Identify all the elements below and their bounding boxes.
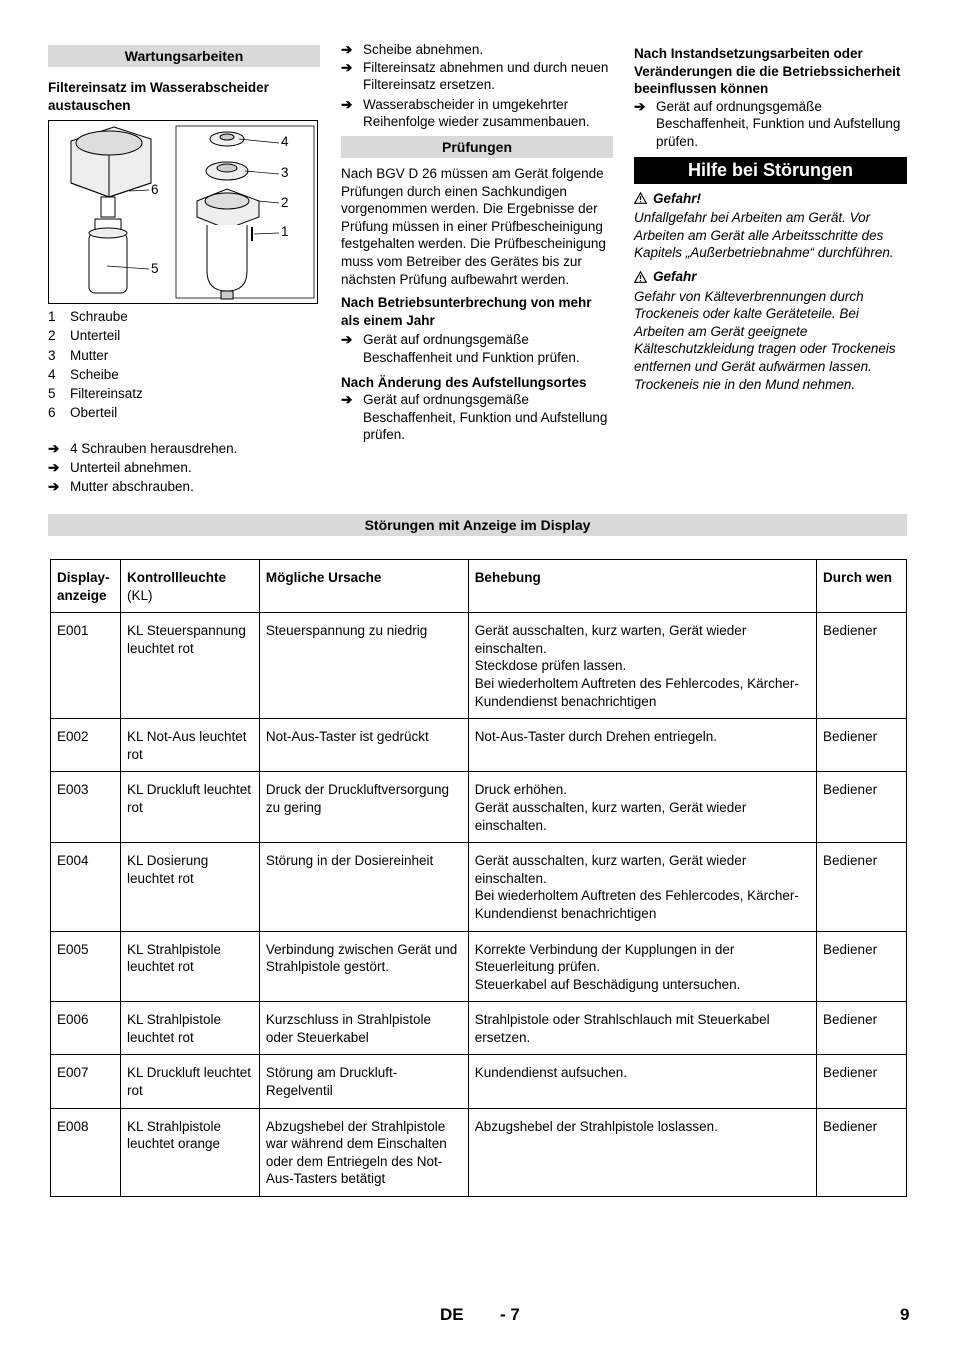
filter-figure [48, 120, 318, 304]
figure-label-2: 2 [281, 195, 289, 211]
left-steps [48, 440, 320, 497]
legend-item: 2 Unterteil [48, 328, 121, 344]
cell-durch-wen: Bediener [817, 1055, 907, 1108]
warning-text-2: Gefahr von Kälteverbrennungen durch Trockeneis oder kalte Geräteteile. Bei Arbeiten am Gerät geeignete Kälteschutzkleidung tragen oder Trockeneis entfernen und Gerät aufwärmen lassen. [634, 288, 896, 374]
water-separator-illustration [49, 121, 317, 303]
cell-ursache: Steuerspannung zu niedrig [259, 613, 468, 719]
warning-title-1: Gefahr! [634, 190, 907, 208]
cell-behebung [468, 772, 816, 843]
remedy-line: Abzugshebel der Strahlpistole loslassen. [474, 1118, 718, 1134]
cell-display-code: E001 [51, 613, 121, 719]
remedy-line: Not-Aus-Taster durch Drehen entriegeln. [474, 729, 718, 745]
cell-ursache: Abzugshebel der Strahlpistole war während dem Einschalten oder dem Entriegeln des Not-Aus-Tasters betätigt [259, 1108, 468, 1196]
fault-table [50, 559, 907, 1197]
cell-display-code: E007 [51, 1055, 121, 1108]
figure-label-5: 5 [151, 261, 159, 277]
cell-behebung [468, 1055, 816, 1108]
table-row [51, 613, 907, 719]
cell-kontrollleuchte: KL Not-Aus leuchtet rot [120, 719, 259, 772]
subheading-betriebsunterbrechung: Nach Betriebsunterbrechung von mehr als einem Jahr [341, 295, 592, 328]
remedy-line: Gerät ausschalten, kurz warten, Gerät wieder einschalten. [474, 623, 747, 656]
cell-display-code: E004 [51, 843, 121, 931]
cell-kontrollleuchte: KL Druckluft leuchtet rot [120, 772, 259, 843]
cell-display-code: E003 [51, 772, 121, 843]
cell-ursache: Not-Aus-Taster ist gedrückt [259, 719, 468, 772]
table-row [51, 1055, 907, 1108]
remedy-line: Steckdose prüfen lassen. [474, 658, 627, 674]
col-header-kontrollleuchte: Kontrollleuchte (KL) [120, 560, 259, 613]
figure-legend [48, 307, 320, 422]
cell-durch-wen: Bediener [817, 843, 907, 931]
table-row [51, 772, 907, 843]
col-header-durch-wen: Durch wen [817, 560, 907, 613]
section-heading-wartungsarbeiten: Wartungsarbeiten [48, 45, 320, 67]
col-header-behebung: Behebung [468, 560, 816, 613]
col-header-display: Display-anzeige [51, 560, 121, 613]
cell-kontrollleuchte: KL Strahlpistole leuchtet rot [120, 1002, 259, 1055]
remedy-line: Druck erhöhen. [474, 782, 567, 798]
arrow-right-icon: ➔ [634, 98, 646, 114]
subheading-instandsetzung: Nach Instandsetzungsarbeiten oder Veränderungen die die Betriebssicherheit beeinflussen können [634, 46, 901, 97]
step-item: ➔ Mutter abschrauben. [48, 479, 194, 495]
pruefungen-paragraph: Nach BGV D 26 müssen am Gerät folgende Prüfungen durch einen Sachkundigen vorgenommen werden. Die Ergebnisse der Prüfung müssen in einer Prüfbescheinigung festgehalten werden. Die Prüfbescheinigung muss vom Betreiber des Gerätes bis zur nächsten Prüfung aufbewahrt werden. [341, 165, 606, 287]
cell-ursache: Störung am Druckluft-Regelventil [259, 1055, 468, 1108]
cell-durch-wen: Bediener [817, 613, 907, 719]
footer-language: DE [440, 1305, 464, 1324]
legend-item: 5 Filtereinsatz [48, 385, 143, 401]
subheading-filtereinsatz: Filtereinsatz im Wasserabscheider austauschen [48, 80, 269, 113]
right-column [634, 45, 907, 393]
warning-text-2b: Trockeneis nie in den Mund nehmen. [634, 376, 856, 392]
cell-behebung [468, 931, 816, 1002]
cell-display-code: E006 [51, 1002, 121, 1055]
arrow-right-icon: ➔ [341, 96, 353, 112]
cell-display-code: E002 [51, 719, 121, 772]
legend-item: 6 Oberteil [48, 405, 118, 421]
cell-durch-wen: Bediener [817, 772, 907, 843]
arrow-right-icon: ➔ [341, 392, 353, 408]
remedy-line: Kundendienst aufsuchen. [474, 1065, 628, 1081]
cell-behebung [468, 719, 816, 772]
section-heading-stoerungen-display: Störungen mit Anzeige im Display [48, 514, 907, 536]
step-item: ➔ Gerät auf ordnungsgemäße Beschaffenheit, Funktion und Aufstellung prüfen. [341, 392, 608, 443]
table-row [51, 1002, 907, 1055]
step-item: ➔ 4 Schrauben herausdrehen. [48, 441, 238, 457]
figure-label-1: 1 [281, 224, 289, 240]
arrow-right-icon: ➔ [48, 441, 60, 457]
legend-item: 1 Schraube [48, 309, 128, 325]
arrow-right-icon: ➔ [341, 59, 353, 75]
table-section [48, 514, 907, 1197]
section-heading-pruefungen: Prüfungen [341, 136, 613, 158]
cell-durch-wen: Bediener [817, 719, 907, 772]
arrow-right-icon: ➔ [48, 479, 60, 495]
arrow-right-icon: ➔ [48, 460, 60, 476]
cell-durch-wen: Bediener [817, 1002, 907, 1055]
remedy-line: Korrekte Verbindung der Kupplungen in der Steuerleitung prüfen. [474, 941, 735, 975]
cell-behebung [468, 1108, 816, 1196]
cell-kontrollleuchte: KL Steuerspannung leuchtet rot [120, 613, 259, 719]
warning-text-1: Unfallgefahr bei Arbeiten am Gerät. Vor Arbeiten am Gerät alle Arbeitsschritte des Kapitels „Außerbetriebnahme“ durchführen. [634, 210, 894, 261]
cell-behebung [468, 843, 816, 931]
step-item: ➔ Gerät auf ordnungsgemäße Beschaffenheit, Funktion und Aufstellung prüfen. [634, 98, 901, 149]
warning-triangle-icon [634, 192, 647, 204]
figure-label-4: 4 [281, 134, 289, 150]
cell-behebung [468, 1002, 816, 1055]
remedy-line: Gerät ausschalten, kurz warten, Gerät wieder einschalten. [474, 799, 747, 833]
left-column [48, 45, 320, 497]
table-row [51, 1108, 907, 1196]
step-item: ➔ Filtereinsatz abnehmen und durch neuen Filtereinsatz ersetzen. [341, 59, 609, 93]
warning-triangle-icon [634, 271, 647, 283]
footer-section-page: - 7 [500, 1305, 520, 1324]
warning-title-2: Gefahr [634, 268, 907, 286]
cell-kontrollleuchte: KL Strahlpistole leuchtet orange [120, 1108, 259, 1196]
step-item: ➔ Wasserabscheider in umgekehrter Reihenfolge wieder zusammenbauen. [341, 96, 590, 130]
cell-display-code: E005 [51, 931, 121, 1002]
subheading-aufstellungsort: Nach Änderung des Aufstellungsortes [341, 374, 587, 390]
arrow-right-icon: ➔ [341, 332, 353, 348]
footer-page-number: 9 [900, 1305, 910, 1324]
cell-ursache: Kurzschluss in Strahlpistole oder Steuerkabel [259, 1002, 468, 1055]
table-header-row [51, 560, 907, 613]
middle-column [341, 41, 613, 444]
cell-kontrollleuchte: KL Strahlpistole leuchtet rot [120, 931, 259, 1002]
figure-label-3: 3 [281, 165, 289, 181]
legend-item: 3 Mutter [48, 347, 109, 363]
table-row [51, 931, 907, 1002]
cell-ursache: Druck der Druckluftversorgung zu gering [259, 772, 468, 843]
legend-item: 4 Scheibe [48, 366, 119, 382]
step-item: ➔ Gerät auf ordnungsgemäße Beschaffenheit und Funktion prüfen. [341, 332, 580, 365]
arrow-right-icon: ➔ [341, 42, 353, 57]
remedy-line: Bei wiederholtem Auftreten des Fehlercodes, Kärcher-Kundendienst benachrichtigen [474, 888, 799, 921]
section-heading-hilfe-bei-stoerungen: Hilfe bei Störungen [634, 157, 907, 184]
figure-label-6: 6 [151, 182, 159, 198]
col-header-ursache: Mögliche Ursache [259, 560, 468, 613]
cell-behebung [468, 613, 816, 719]
remedy-line: Steuerkabel auf Beschädigung untersuchen. [474, 976, 741, 992]
step-item: ➔ Unterteil abnehmen. [48, 460, 192, 476]
cell-kontrollleuchte: KL Dosierung leuchtet rot [120, 843, 259, 931]
table-row [51, 843, 907, 931]
cell-durch-wen: Bediener [817, 1108, 907, 1196]
remedy-line: Bei wiederholtem Auftreten des Fehlercodes, Kärcher-Kundendienst benachrichtigen [474, 675, 799, 709]
cell-kontrollleuchte: KL Druckluft leuchtet rot [120, 1055, 259, 1108]
step-item: ➔ Scheibe abnehmen. [341, 42, 484, 57]
remedy-line: Gerät ausschalten, kurz warten, Gerät wieder einschalten. [474, 853, 747, 886]
cell-ursache: Störung in der Dosiereinheit [259, 843, 468, 931]
remedy-line: Strahlpistole oder Strahlschlauch mit Steuerkabel ersetzen. [474, 1012, 770, 1045]
table-row [51, 719, 907, 772]
cell-durch-wen: Bediener [817, 931, 907, 1002]
cell-ursache: Verbindung zwischen Gerät und Strahlpistole gestört. [259, 931, 468, 1002]
cell-display-code: E008 [51, 1108, 121, 1196]
